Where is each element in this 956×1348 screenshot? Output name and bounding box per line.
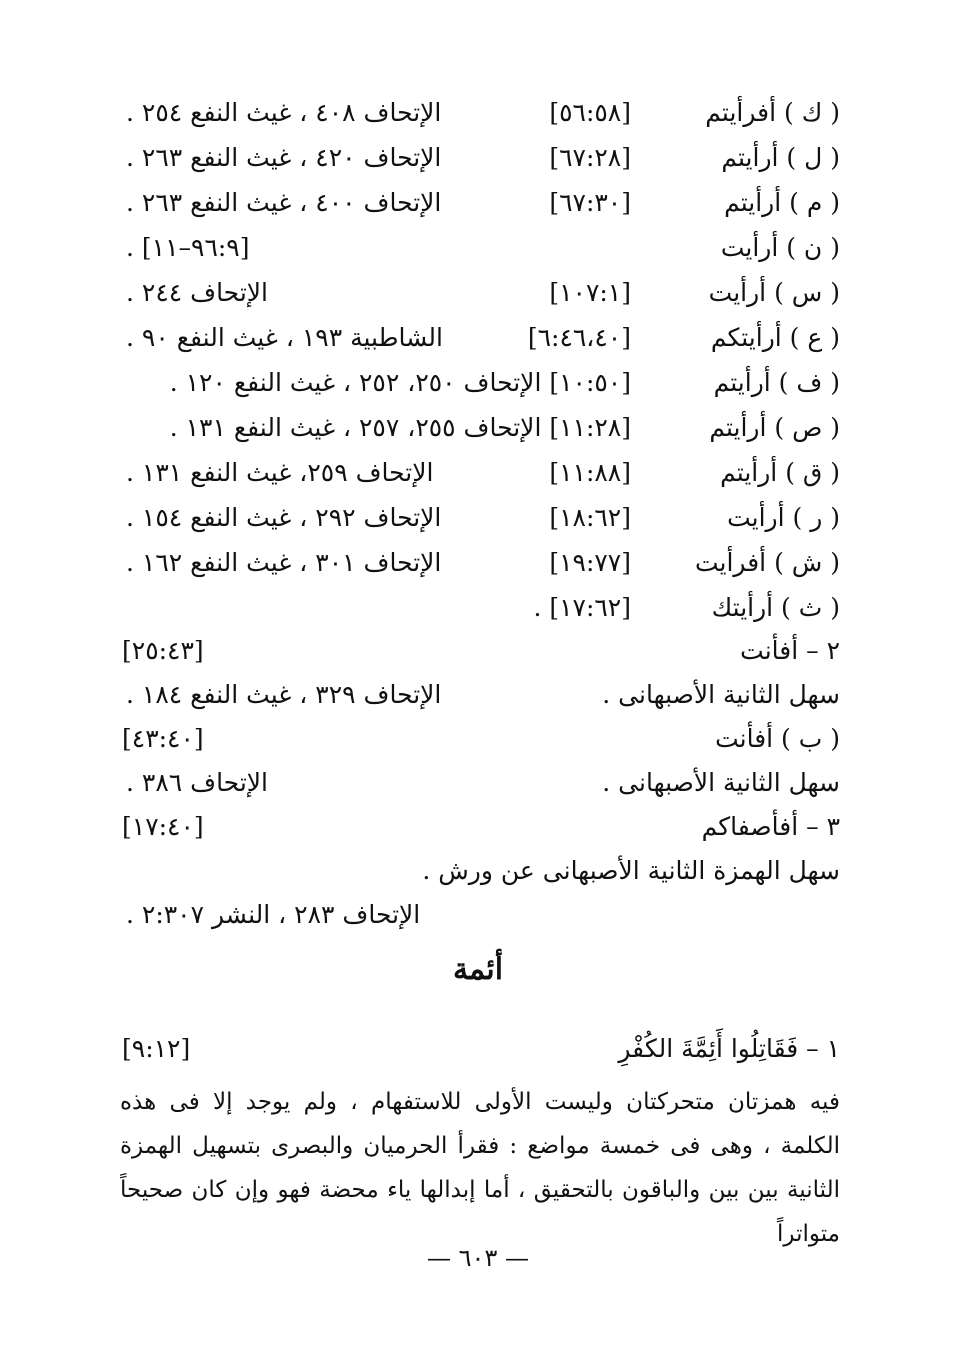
entry-source: الإتحاف ٢٩٢ ، غيث النفع ١٥٤ . [126, 503, 442, 532]
entry-label: ( ك ) أفرأيتم [705, 98, 840, 127]
entry-label: ( ف ) أرأيتم [713, 368, 840, 397]
entry-reference: [١٧:٦٢] . [533, 593, 631, 622]
entry-title: ١ – فَقَاتِلُوا أَئِمَّةَ الكُفْرِ [618, 1034, 840, 1063]
entry-source: الإتحاف ٢٨٣ ، النشر ٢:٣٠٧ . [126, 900, 421, 929]
entry-reference: [٤٣:٤٠] [122, 724, 204, 753]
entry-reference: [١٨:٦٢] [549, 503, 631, 532]
entry-source: الإتحاف ٢٤٤ . [126, 278, 268, 307]
entry-source: الإتحاف ٣٨٦ . [126, 768, 268, 797]
entry-label: ( ع ) أرأيتكم [710, 323, 840, 352]
entry-reference: [١٠٧:١] [549, 278, 631, 307]
entry-title: ٣ – أفأصفاكم [701, 812, 840, 841]
entry-title: ٢ – أفأنت [740, 636, 840, 665]
entry-label: ( ل ) أرأيتم [721, 143, 840, 172]
page-number: — ٦٠٣ — [427, 1244, 529, 1272]
entry-reference: [٦٧:٢٨] [549, 143, 631, 172]
entry-source: الإتحاف ٢٥٩، غيث النفع ١٣١ . [126, 458, 434, 487]
entry-note: سهل الهمزة الثانية الأصبهانى عن ورش . [422, 856, 840, 885]
entry-source: الإتحاف ٤٠٨ ، غيث النفع ٢٥٤ . [126, 98, 442, 127]
entry-label: ( ق ) أرأيتم [720, 458, 840, 487]
entry-label: ( ص ) أرأيتم [709, 413, 840, 442]
entry-source: [٩٦:٩–١١] . [126, 233, 250, 262]
entry-label: ( س ) أرأيت [708, 278, 840, 307]
entry-reference: [٥٦:٥٨] [549, 98, 631, 127]
entry-label: ( ث ) أرأيتك [711, 593, 840, 622]
body-paragraph: فيه همزتان متحركتان وليست الأولى للاستفهام ، ولم يوجد إلا فى هذه الكلمة ، وهى فى خمسة مواضع : فقرأ الحرميان والبصرى بتسهيل الهمزة الثانية بين بين والباقون بالتحقيق ، أما إبدالها ياء محضة فهو وإن كان صحيحاً متواتراً [120, 1089, 840, 1247]
entry-title: ( ب ) أفأنت [715, 724, 840, 753]
entry-reference: [٩:١٢] [122, 1034, 191, 1063]
section-heading: أئمة [452, 952, 504, 987]
entry-reference: [١٩:٧٧] [549, 548, 631, 577]
entry-reference: [١٧:٤٠] [122, 812, 204, 841]
entry-reference: [١١:٨٨] [549, 458, 631, 487]
entry-source: الإتحاف ٤٠٠ ، غيث النفع ٢٦٣ . [126, 188, 442, 217]
entry-reference: [٦:٤٦،٤٠] [527, 323, 631, 352]
entry-label: ( م ) أرأيتم [724, 188, 840, 217]
entry-reference: [٦٧:٣٠] [549, 188, 631, 217]
entry-source: الإتحاف ٣٢٩ ، غيث النفع ١٨٤ . [126, 680, 442, 709]
entry-reference: [٢٥:٤٣] [122, 636, 204, 665]
entry-label: ( ر ) أرأيت [727, 503, 840, 532]
entry-note: سهل الثانية الأصبهانى . [602, 680, 840, 709]
entry-note: سهل الثانية الأصبهانى . [602, 768, 840, 797]
entry-reference: [١١:٢٨] الإتحاف ٢٥٥، ٢٥٧ ، غيث النفع ١٣١ . [169, 413, 631, 442]
entry-source: الإتحاف ٤٢٠ ، غيث النفع ٢٦٣ . [126, 143, 442, 172]
entry-label: ( ن ) أرأيت [720, 233, 840, 262]
entry-reference: [١٠:٥٠] الإتحاف ٢٥٠، ٢٥٢ ، غيث النفع ١٢٠ . [169, 368, 631, 397]
entry-source: الشاطبية ١٩٣ ، غيث النفع ٩٠ . [126, 323, 443, 352]
entry-label: ( ش ) أفرأيت [694, 548, 840, 577]
entry-source: الإتحاف ٣٠١ ، غيث النفع ١٦٢ . [126, 548, 442, 577]
